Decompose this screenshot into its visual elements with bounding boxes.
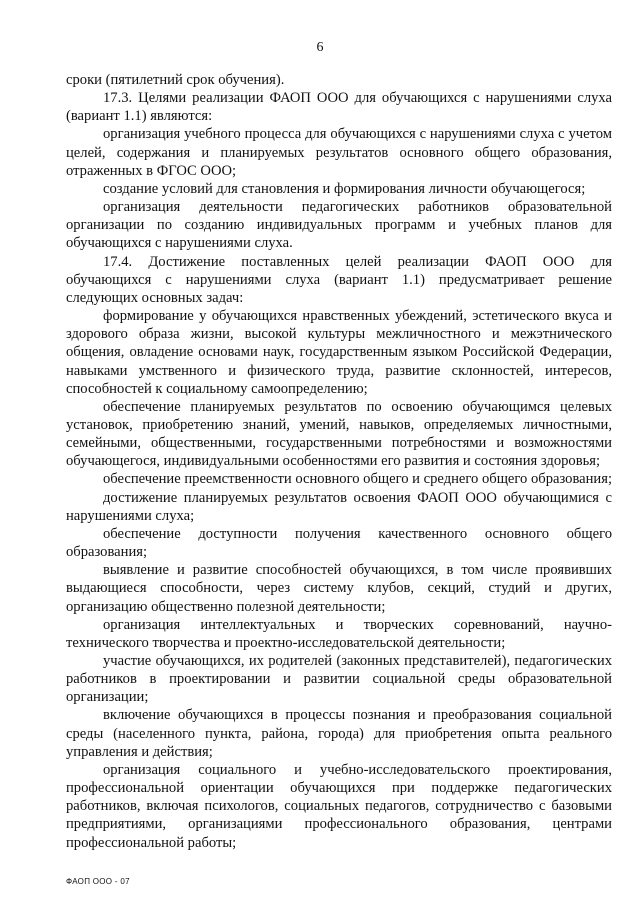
paragraph: организация учебного процесса для обучающихся с нарушениями слуха с учетом целей, содержания и планируемых результатов основного общего образования, отраженных в ФГОС ООО; (66, 126, 612, 179)
paragraph: организация интеллектуальных и творческих соревнований, научно-технического творчества и проектно-исследовательской деятельности; (66, 616, 612, 651)
page-number: 6 (316, 40, 324, 55)
paragraph: включение обучающихся в процессы познания и преобразования социальной среды (населенного пункта, района, города) для приобретения опыта реального управления и действия; (66, 707, 612, 760)
paragraph: участие обучающихся, их родителей (законных представителей), педагогических работников в проектировании и развитии социальной среды образовательной организации; (66, 653, 612, 706)
paragraph: организация деятельности педагогических работников образовательной организации по созданию индивидуальных программ и учебных планов для обучающихся с нарушениями слуха. (66, 199, 612, 252)
paragraph: достижение планируемых результатов освоения ФАОП ООО обучающимися с нарушениями слуха; (66, 489, 612, 524)
paragraph: выявление и развитие способностей обучающихся, в том числе проявивших выдающиеся способности, через систему клубов, секций, студий и других, организацию общественно полезной деятельности; (66, 562, 612, 615)
paragraph: обеспечение планируемых результатов по освоению обучающимся целевых установок, приобретению знаний, умений, навыков, определяемых личностными, семейными, общественными, государственными потребностями и возможностями обучающегося, индивидуальными особенностями его развития и состояния здоровья; (66, 398, 612, 470)
paragraph: 17.4. Достижение поставленных целей реализации ФАОП ООО для обучающихся с нарушениями слуха (вариант 1.1) предусматривает решение следующих основных задач: (66, 253, 612, 306)
paragraph: обеспечение доступности получения качественного основного общего образования; (66, 525, 612, 561)
paragraph: организация социального и учебно-исследовательского проектирования, профессиональной ориентации обучающихся при поддержке педагогических работников, включая психологов, социальных педагогов, сотрудничество с базовыми предприятиями, организациями профессионального образования, центрами профессиональной работы; (66, 761, 612, 851)
paragraph: 17.3. Целями реализации ФАОП ООО для обучающихся с нарушениями слуха (вариант 1.1) являются: (66, 90, 612, 125)
paragraph: обеспечение преемственности основного общего и среднего общего образования; (103, 471, 613, 488)
document-body (66, 71, 612, 852)
paragraph: сроки (пятилетний срок обучения). (66, 72, 285, 88)
paragraph: создание условий для становления и формирования личности обучающегося; (103, 180, 586, 197)
document-footer-code: ФАОП ООО - 07 (66, 877, 130, 886)
paragraph: формирование у обучающихся нравственных убеждений, эстетического вкуса и здорового образа жизни, высокой культуры межличностного и межэтнического общения, овладение основами наук, государственным языком Российской Федерации, навыками умственного и физического труда, развитие склонностей, интересов, способностей к социальному самоопределению; (66, 308, 612, 397)
